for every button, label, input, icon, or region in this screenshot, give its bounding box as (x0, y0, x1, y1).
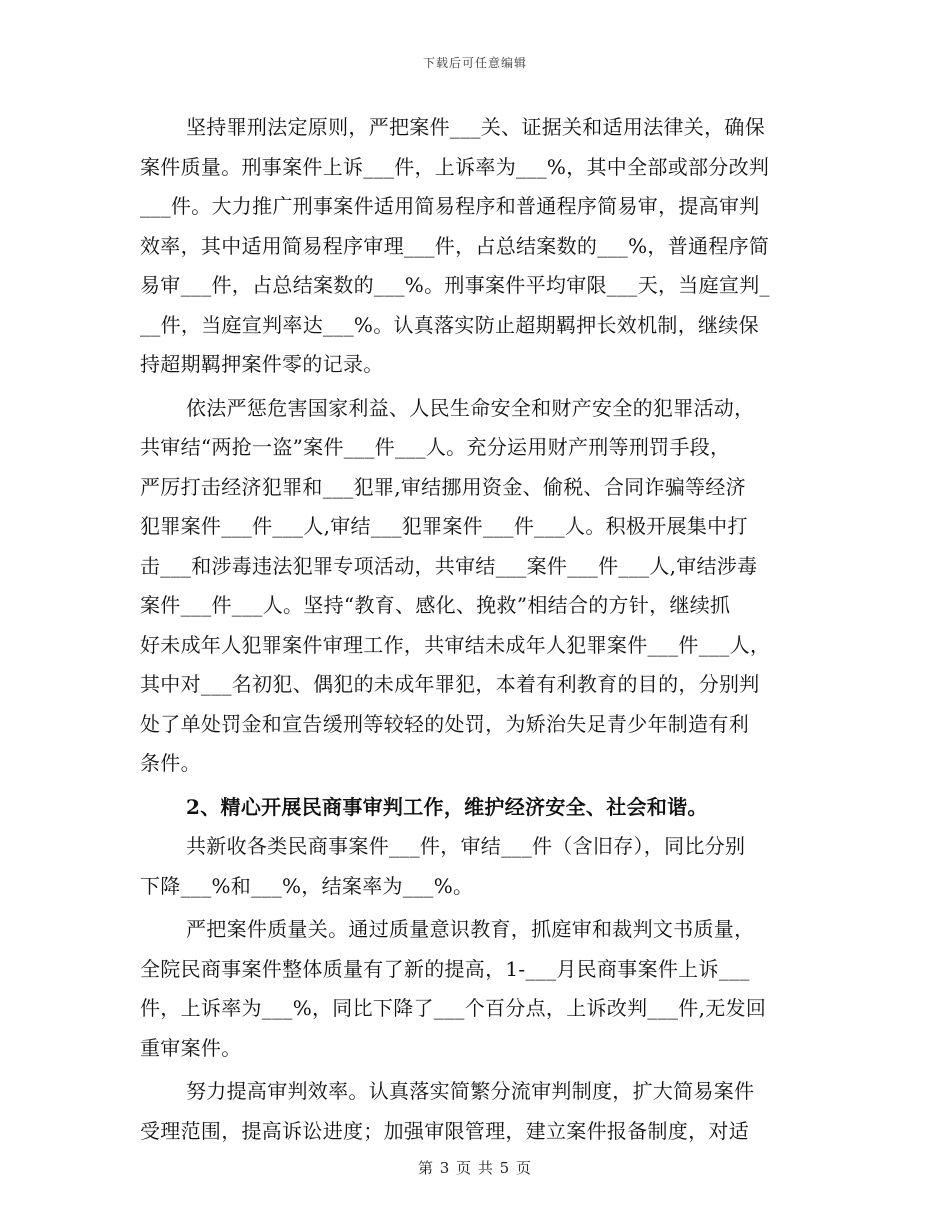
text-line: 其中对___名初犯、偶犯的未成年罪犯，本着有利教育的目的，分别判 (140, 672, 760, 696)
text-line: 坚持罪刑法定原则，严把案件___关、证据关和适用法律关，确保 (186, 115, 765, 139)
text-line: 处了单处罚金和宣告缓刑等较轻的处罚，为矫治失足青少年制造有利 (140, 711, 749, 736)
text-line: 好未成年人犯罪案件审理工作，共审结未成年人犯罪案件___件___人， (140, 632, 771, 657)
text-line: __件，当庭宣判率达___%。认真落实防止超期羁押长效机制，继续保 (140, 312, 759, 337)
text-line: 努力提高审判效率。认真落实简繁分流审判制度，扩大简易案件 (186, 1079, 755, 1103)
text-line: 持超期羁押案件零的记录。 (140, 352, 384, 376)
text-line: ___件。大力推广刑事案件适用简易程序和普通程序简易审，提高审判 (140, 194, 760, 218)
text-line: 严厉打击经济犯罪和___犯罪,审结挪用资金、偷税、合同诈骗等经济 (140, 474, 746, 499)
text-line: 案件质量。刑事案件上诉___件，上诉率为___%，其中全部或部分改判 (140, 154, 770, 179)
text-line: 易审___件，占总结案数的___%。刑事案件平均审限___天，当庭宣判_ (140, 273, 770, 297)
text-line: 共新收各类民商事案件___件，审结___件（含旧存），同比分别 (186, 834, 746, 858)
text-line: 击___和涉毒违法犯罪专项活动，共审结___案件___件___人,审结涉毒 (140, 553, 758, 578)
paragraph-crime-crackdown (140, 389, 808, 784)
text-line: 重审案件。 (140, 1035, 242, 1060)
paragraph-civil-cases (140, 827, 808, 906)
paragraph-case-quality (140, 910, 808, 1068)
text-line: 犯罪案件___件___人,审结___犯罪案件___件___人。积极开展集中打 (140, 514, 748, 538)
page-footer: 第 3 页 共 5 页 (418, 1159, 532, 1177)
page-header: 下载后可任意编辑 (422, 56, 527, 70)
text-line: 效率，其中适用简易程序审理___件，占总结案数的___%，普通程序简 (140, 233, 770, 258)
text-line: 依法严惩危害国家利益、人民生命安全和财产安全的犯罪活动， (186, 395, 755, 420)
text-line: 受理范围，提高诉讼进度；加强审限管理，建立案件报备制度，对适 (140, 1118, 749, 1143)
document-body (140, 108, 808, 1151)
text-line: 案件___件___人。坚持“教育、感化、挽救”相结合的方针，继续抓 (140, 593, 731, 617)
text-line: 件，上诉率为___%，同比下降了___个百分点，上诉改判___件,无发回 (140, 996, 767, 1020)
text-line: 条件。 (140, 751, 201, 775)
text-line: 全院民商事案件整体质量有了新的提高，1-___月民商事案件上诉___ (140, 956, 750, 981)
section-heading (140, 788, 808, 828)
text-line: 严把案件质量关。通过质量意识教育，抓庭审和裁判文书质量， (186, 917, 755, 941)
paragraph-criminal-quality (140, 108, 808, 385)
section-heading-text: 2、精心开展民商事审判工作，维护经济安全、社会和谐。 (186, 794, 708, 819)
text-line: 下降___%和___%，结案率为___%。 (140, 873, 474, 898)
paragraph-efficiency (140, 1072, 808, 1151)
text-line: 共审结“两抢一盗”案件___件___人。充分运用财产刑等刑罚手段， (140, 435, 731, 459)
